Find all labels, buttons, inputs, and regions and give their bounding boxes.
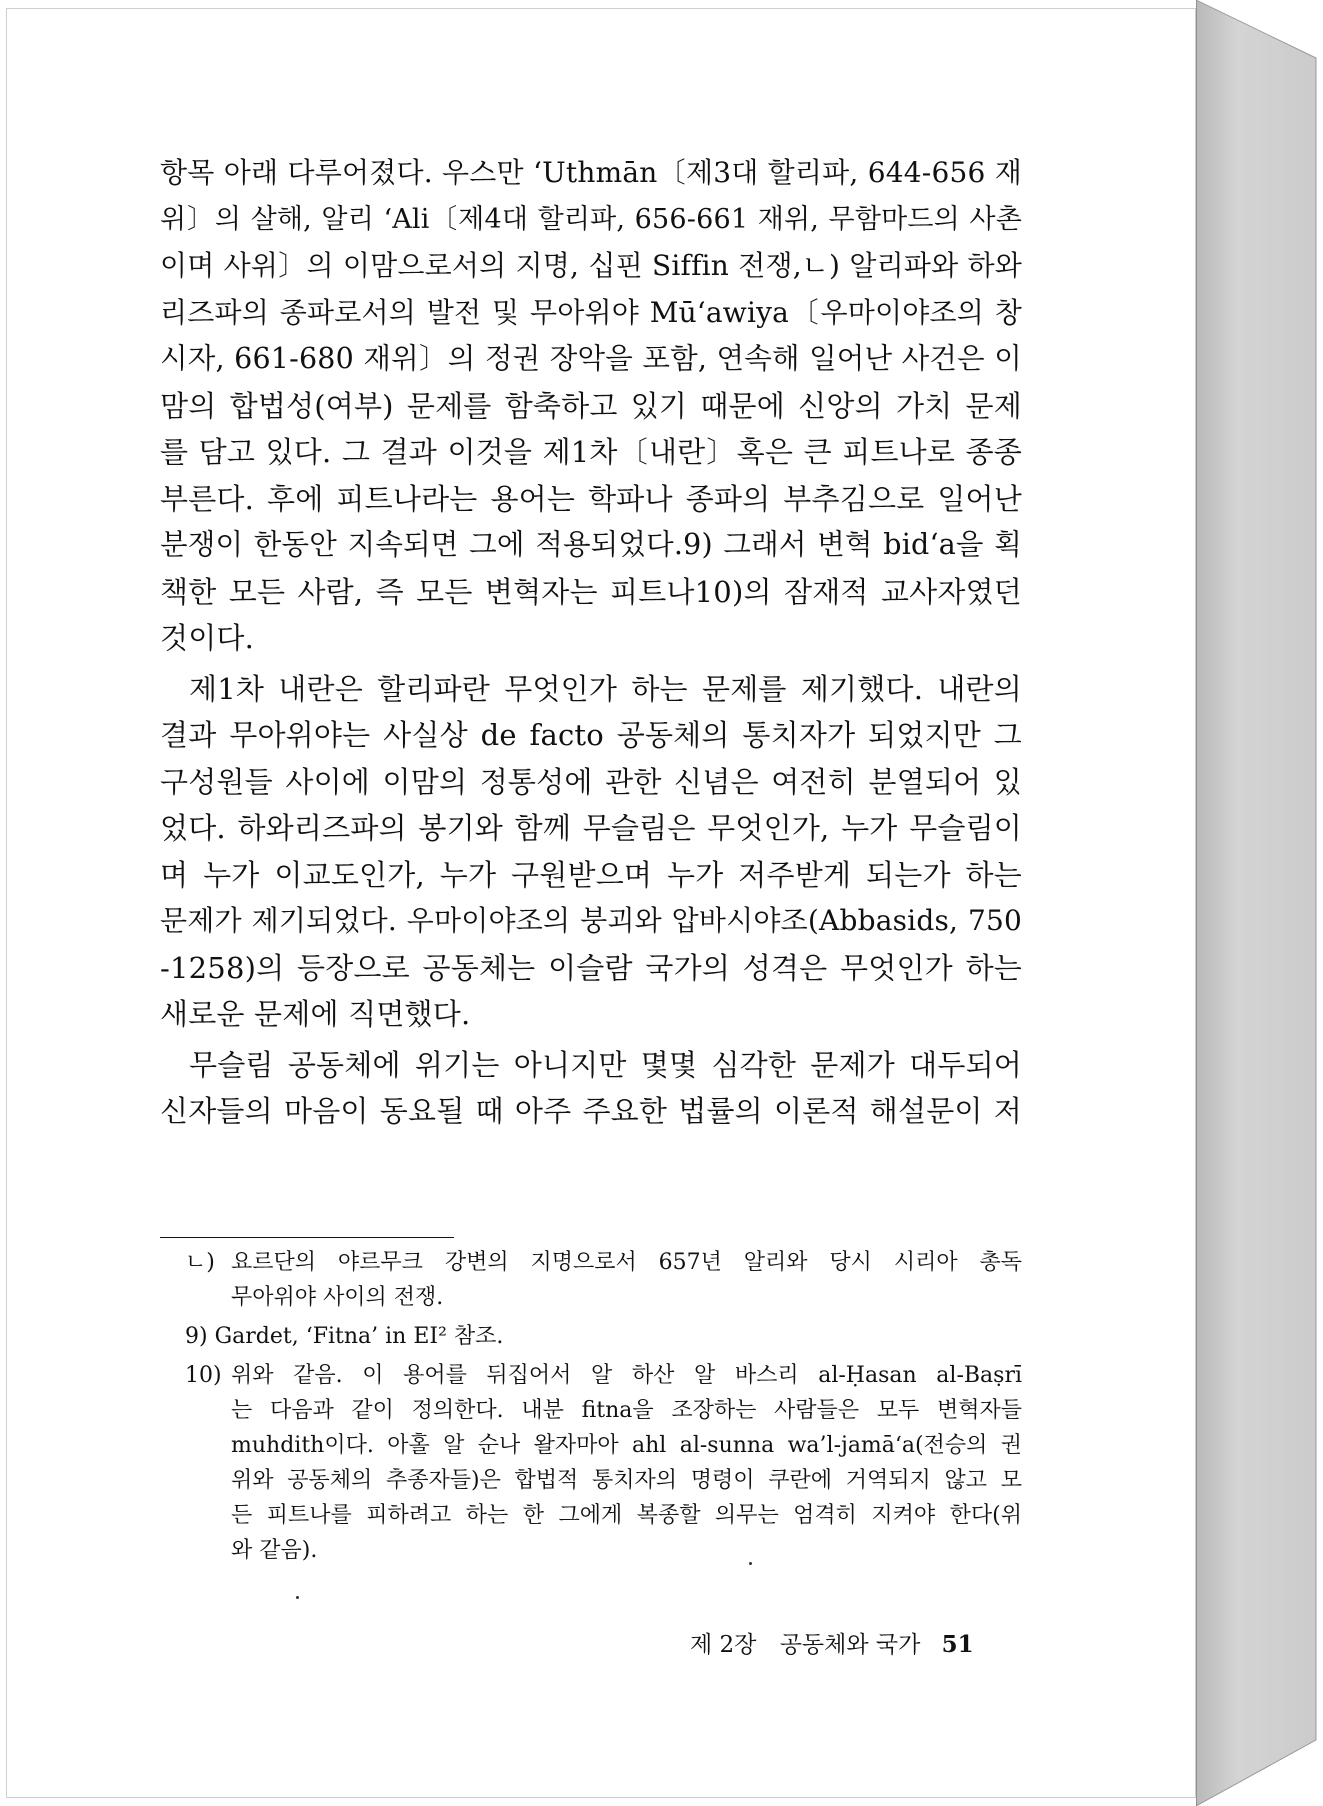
footnote-line: 위와 공동체의 추종자들)은 합법적 통치자의 명령이 쿠란에 거역되지 않고 모 (231, 1468, 1022, 1493)
text-line: 맘의 합법성(여부) 문제를 함축하고 있기 때문에 신앙의 가치 문제 (160, 388, 1022, 423)
chapter-title: 공동체와 국가 (779, 1632, 921, 1658)
text-line: 었다. 하와리즈파의 봉기와 함께 무슬림은 무엇인가, 누가 무슬림이 (160, 811, 1022, 845)
text-line: 무슬림 공동체에 위기는 아니지만 몇몇 심각한 문제가 대두되어 (189, 1047, 1022, 1082)
page-number: 51 (941, 1631, 974, 1658)
footnote-separator-rule (160, 1237, 454, 1238)
text-line: 를 담고 있다. 그 결과 이것을 제1차〔내란〕혹은 큰 피트나로 종종 (160, 435, 1022, 469)
footnote-line: 요르단의 야르무크 강변의 지명으로서 657년 알리와 당시 시리아 총독 (231, 1250, 1022, 1275)
footnote-line: 는 다음과 같이 정의한다. 내분 fitna을 조장하는 사람들은 모두 변혁자들 (231, 1398, 1022, 1423)
text-line: 구성원들 사이에 이맘의 정통성에 관한 신념은 여전히 분열되어 있 (160, 764, 1022, 799)
text-line: 이며 사위〕의 이맘으로서의 지명, 십핀 Siffin 전쟁,ㄴ) 알리파와 하와 (160, 249, 1022, 282)
paragraph-3 (160, 1042, 1022, 1135)
book-side-edge (1196, 0, 1323, 1806)
footnote-9: 9) Gardet, ‘Fitna’ in EI² 참조. (185, 1324, 504, 1349)
text-line: 리즈파의 종파로서의 발전 및 무아위야 Mū‘awiya〔우마이야조의 창 (160, 295, 1022, 329)
footnote-line: 든 피트나를 피하려고 하는 한 그에게 복종할 의무는 엄격히 지켜야 한다(위 (231, 1503, 1022, 1528)
footnote-mark: 10) (185, 1363, 222, 1388)
scan-speck (749, 1562, 752, 1565)
chapter-label: 제 2장 (690, 1632, 757, 1658)
footnote-10 (185, 1358, 1022, 1568)
text-line: 결과 무아위야는 사실상 de facto 공동체의 통치자가 되었지만 그 (160, 718, 1022, 752)
footnote-translator-note (185, 1245, 1022, 1315)
text-line: 항목 아래 다루어졌다. 우스만 ‘Uthmān〔제3대 할리파, 644-656 재 (160, 156, 1022, 189)
footnotes (185, 1245, 1022, 1572)
footnote-body (185, 1358, 1022, 1568)
text-line: 제1차 내란은 할리파란 무엇인가 하는 문제를 제기했다. 내란의 (189, 671, 1022, 706)
text-line: 새로운 문제에 직면했다. (160, 997, 471, 1031)
paragraph-2 (160, 666, 1022, 1038)
text-line: 부른다. 후에 피트나라는 용어는 학파나 종파의 부추김으로 일어난 (160, 481, 1022, 516)
text-line: 문제가 제기되었다. 우마이야조의 붕괴와 압바시야조(Abbasids, 750 (160, 904, 1022, 937)
footnote-line: 무아위야 사이의 전쟁. (231, 1285, 444, 1310)
running-footer (690, 1626, 974, 1659)
text-line: 것이다. (160, 621, 255, 655)
footnote-line: 위와 같음. 이 용어를 뒤집어서 알 하산 알 바스리 al-Ḥasan al-Baṣrī (231, 1363, 1022, 1388)
paragraph-1 (160, 150, 1022, 662)
text-line: -1258)의 등장으로 공동체는 이슬람 국가의 성격은 무엇인가 하는 (160, 950, 1022, 985)
body-text (160, 150, 1022, 1139)
footnote-line: 와 같음). (231, 1538, 318, 1563)
scan-speck (296, 1596, 299, 1599)
footnote-body (185, 1245, 1022, 1315)
text-line: 위〕의 살해, 알리 ‘Ali〔제4대 할리파, 656-661 재위, 무함마드의 사촌 (160, 203, 1022, 235)
footnote-line: muhdith이다. 아홀 알 순나 왈자마아 ahl al-sunna wa’l-jamā‘a(전승의 권 (231, 1433, 1022, 1458)
text-line: 책한 모든 사람, 즉 모든 변혁자는 피트나10)의 잠재적 교사자였던 (160, 574, 1022, 609)
text-line: 며 누가 이교도인가, 누가 구원받으며 누가 저주받게 되는가 하는 (160, 857, 1022, 892)
footnote-mark: ㄴ) (185, 1250, 215, 1275)
text-line: 신자들의 마음이 동요될 때 아주 주요한 법률의 이론적 해설문이 저 (160, 1094, 1022, 1128)
text-line: 분쟁이 한동안 지속되면 그에 적용되었다.9) 그래서 변혁 bid‘a을 획 (160, 528, 1022, 561)
text-line: 시자, 661-680 재위〕의 정권 장악을 포함, 연속해 일어난 사건은 이 (160, 342, 1022, 375)
